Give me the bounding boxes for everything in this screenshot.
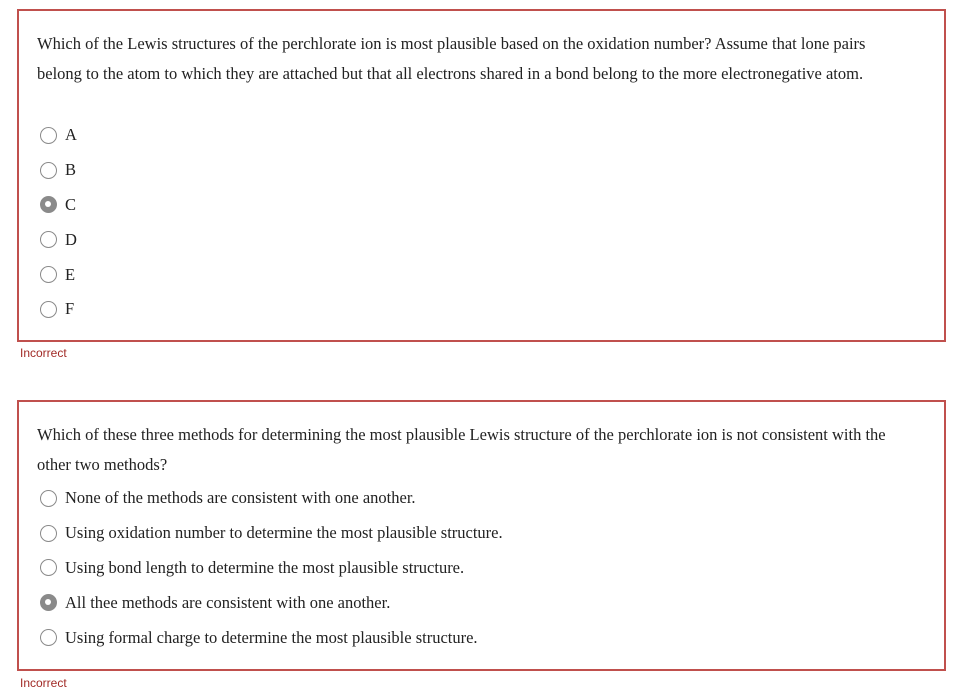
- radio-button-selected[interactable]: [40, 594, 57, 611]
- question-1-prompt: Which of the Lewis structures of the perchlorate ion is most plausible based on the oxidation number? Assume that lone pairs belong to the atom to which they are attached but that all electrons shared in a bond belong to the more electronegative atom.: [37, 34, 866, 83]
- question-2-feedback: Incorrect: [20, 676, 67, 690]
- option-label: Using formal charge to determine the most plausible structure.: [65, 627, 478, 647]
- question-2-box: [17, 400, 946, 671]
- question-1-options: [40, 118, 77, 327]
- option-label: All thee methods are consistent with one another.: [65, 592, 391, 612]
- question-2-prompt: Which of these three methods for determining the most plausible Lewis structure of the perchlorate ion is not consistent with the other two methods?: [37, 425, 886, 474]
- question-2-options: [40, 481, 503, 655]
- option-label: C: [65, 194, 77, 214]
- option-label: A: [65, 125, 77, 145]
- q2-option-bond-length[interactable]: [40, 551, 503, 586]
- radio-button[interactable]: [40, 127, 57, 144]
- q2-option-formal-charge[interactable]: [40, 620, 503, 655]
- q1-option-a[interactable]: [40, 118, 77, 153]
- radio-button-selected[interactable]: [40, 196, 57, 213]
- q1-option-e[interactable]: [40, 257, 77, 292]
- q1-option-c[interactable]: [40, 188, 77, 223]
- radio-button[interactable]: [40, 559, 57, 576]
- option-label: Using bond length to determine the most plausible structure.: [65, 557, 465, 577]
- option-label: B: [65, 160, 77, 180]
- radio-button[interactable]: [40, 301, 57, 318]
- q2-option-oxidation-number[interactable]: [40, 516, 503, 551]
- question-1-box: [17, 9, 946, 342]
- option-label: F: [65, 299, 75, 319]
- q2-option-all-consistent[interactable]: [40, 585, 503, 620]
- radio-button[interactable]: [40, 525, 57, 542]
- option-label: D: [65, 229, 77, 249]
- radio-button[interactable]: [40, 629, 57, 646]
- q1-option-d[interactable]: [40, 222, 77, 257]
- option-label: E: [65, 264, 76, 284]
- radio-button[interactable]: [40, 266, 57, 283]
- radio-button[interactable]: [40, 162, 57, 179]
- q2-option-none-consistent[interactable]: [40, 481, 503, 516]
- radio-button[interactable]: [40, 231, 57, 248]
- option-label: Using oxidation number to determine the most plausible structure.: [65, 523, 503, 543]
- radio-button[interactable]: [40, 490, 57, 507]
- q1-option-b[interactable]: [40, 153, 77, 188]
- question-1-feedback: Incorrect: [20, 346, 67, 360]
- q1-option-f[interactable]: [40, 292, 77, 327]
- option-label: None of the methods are consistent with one another.: [65, 488, 416, 508]
